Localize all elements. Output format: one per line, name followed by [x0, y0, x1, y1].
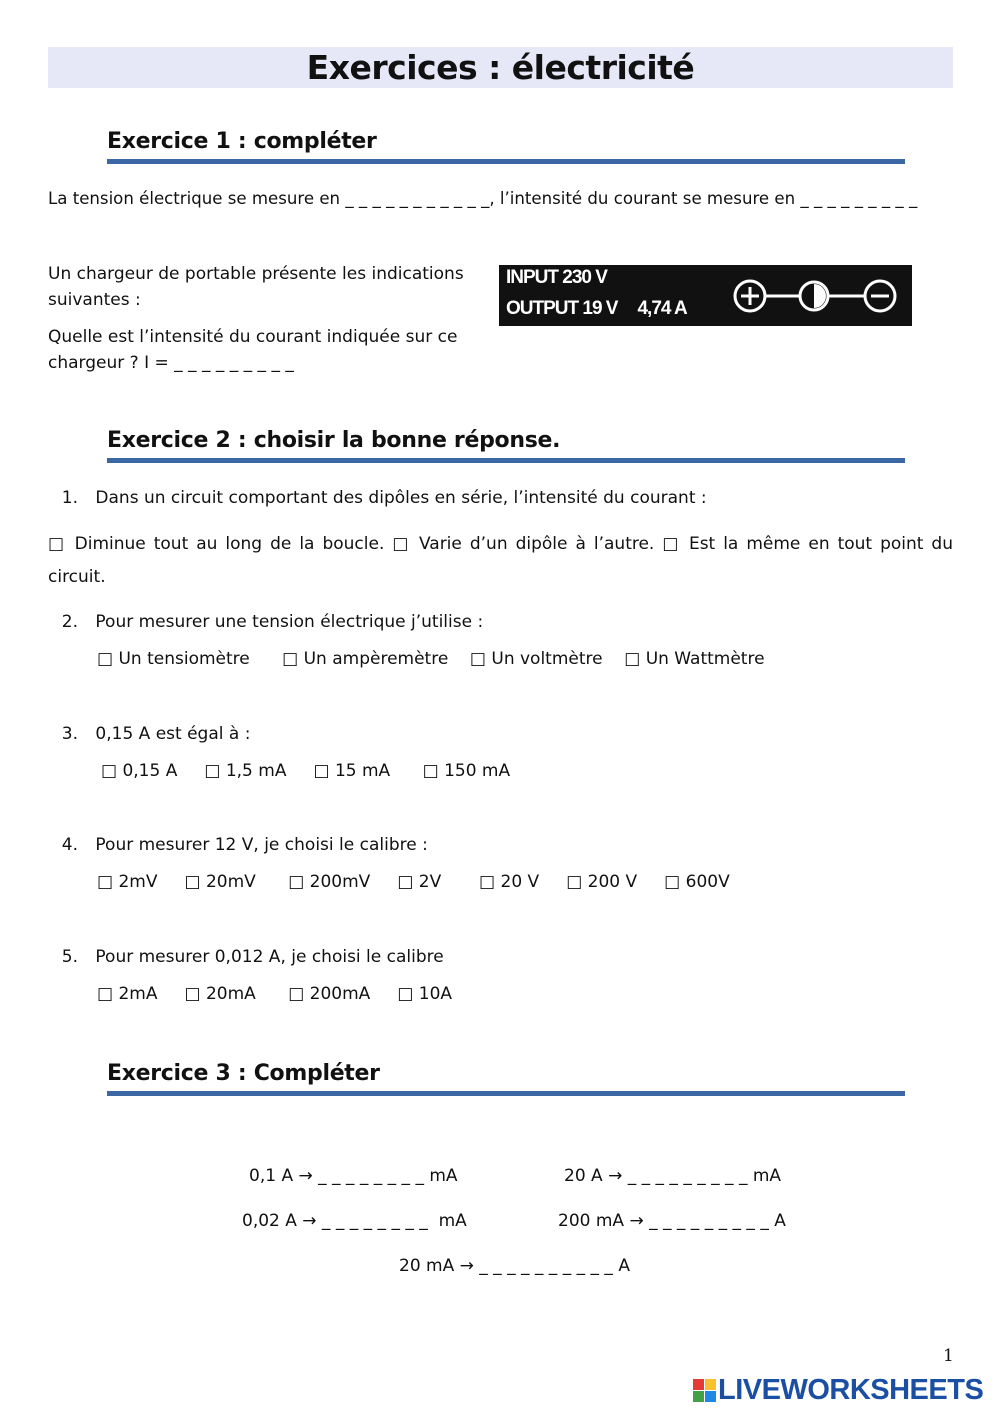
question-4-text: Pour mesurer 12 V, je choisi le calibre : — [95, 835, 428, 855]
charger-intro-line1: Un chargeur de portable présente les indications — [48, 264, 464, 284]
charger-output-label — [506, 298, 687, 320]
polarity-symbol-icon — [731, 277, 901, 315]
question-2-options[interactable]: □ Un tensiomètre □ Un ampèremètre □ Un voltmètre □ Un Wattmètre — [97, 649, 765, 669]
question-3-text: 0,15 A est égal à : — [95, 724, 251, 744]
page-number: 1 — [943, 1346, 954, 1366]
question-4-options[interactable]: □ 2mV □ 20mV □ 200mV □ 2V □ 20 V □ 200 V □ 600V — [97, 872, 730, 892]
conversion-3[interactable]: 0,02 A → _ _ _ _ _ _ _ _ mA — [242, 1211, 467, 1231]
charger-question-line2: chargeur ? I = _ _ _ _ _ _ _ _ _ — [48, 353, 294, 373]
question-5-number: 5. — [61, 947, 78, 967]
question-5 — [48, 944, 444, 970]
logo-text: LIVEWORKSHEETS — [718, 1373, 984, 1406]
charger-output-voltage: OUTPUT 19 V — [506, 298, 618, 319]
charger-intro-line2: suivantes : — [48, 290, 141, 310]
charger-label-image — [499, 265, 912, 326]
question-3-number: 3. — [61, 724, 78, 744]
question-2-text: Pour mesurer une tension électrique j’utilise : — [95, 612, 484, 632]
question-1 — [48, 485, 707, 511]
conversion-1[interactable]: 0,1 A → _ _ _ _ _ _ _ _ mA — [249, 1166, 458, 1186]
question-2 — [48, 609, 483, 635]
question-4-number: 4. — [61, 835, 78, 855]
question-1-options-line1[interactable]: □ Diminue tout au long de la boucle. □ Varie d’un dipôle à l’autre. □ Est la même en tout point du — [48, 534, 953, 554]
question-2-number: 2. — [61, 612, 78, 632]
conversion-2[interactable]: 20 A → _ _ _ _ _ _ _ _ _ mA — [564, 1166, 782, 1186]
question-1-text: Dans un circuit comportant des dipôles en série, l’intensité du courant : — [95, 488, 707, 508]
question-3-options[interactable]: □ 0,15 A □ 1,5 mA □ 15 mA □ 150 mA — [101, 761, 511, 781]
conversion-4[interactable]: 200 mA → _ _ _ _ _ _ _ _ _ A — [558, 1211, 786, 1231]
liveworksheets-logo[interactable] — [693, 1374, 983, 1406]
charger-question-line1: Quelle est l’intensité du courant indiquée sur ce — [48, 327, 458, 347]
question-1-options-line2: circuit. — [48, 567, 106, 587]
exercise-2-heading: Exercice 2 : choisir la bonne réponse. — [107, 426, 905, 463]
question-4 — [48, 832, 428, 858]
exercise-1-sentence: La tension électrique se mesure en _ _ _ _ _ _ _ _ _ _ _, l’intensité du courant se mesure en _ _ _ _ _ _ _ _ _ — [48, 189, 918, 208]
question-1-number: 1. — [61, 488, 78, 508]
question-3 — [48, 721, 250, 747]
exercise-1-heading: Exercice 1 : compléter — [107, 127, 905, 164]
question-5-text: Pour mesurer 0,012 A, je choisi le calibre — [95, 947, 444, 967]
question-5-options[interactable]: □ 2mA □ 20mA □ 200mA □ 10A — [97, 984, 453, 1004]
exercise-3-heading: Exercice 3 : Compléter — [107, 1059, 905, 1096]
charger-output-current: 4,74 A — [637, 298, 687, 319]
logo-squares-icon — [693, 1379, 716, 1402]
page-title: Exercices : électricité — [48, 47, 953, 88]
conversion-5[interactable]: 20 mA → _ _ _ _ _ _ _ _ _ _ A — [399, 1256, 630, 1276]
charger-input-label: INPUT 230 V — [506, 267, 607, 288]
